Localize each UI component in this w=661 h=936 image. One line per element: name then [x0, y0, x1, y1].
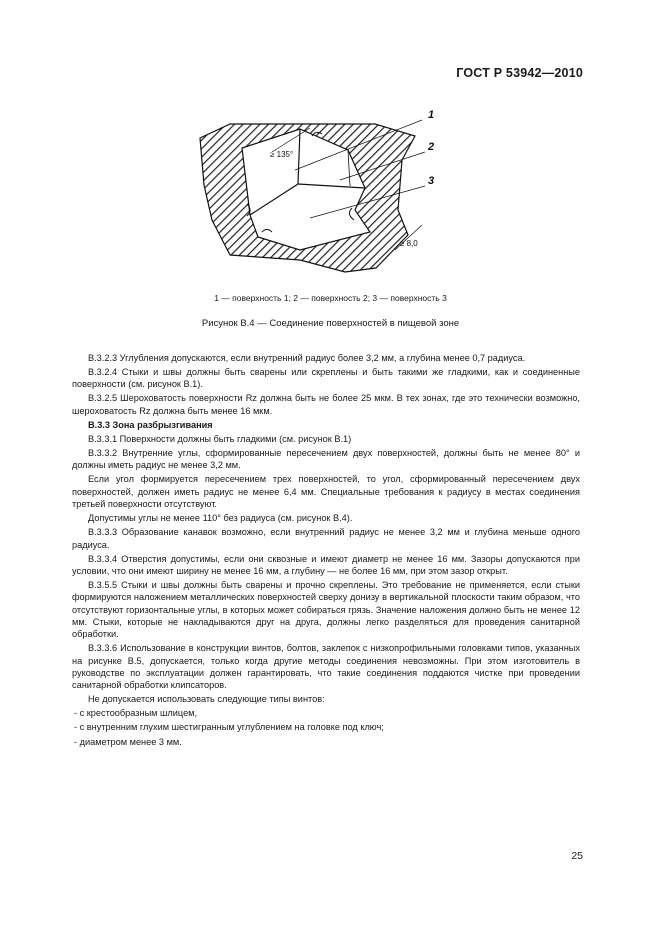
paragraph: Не допускается использовать следующие типы винтов:: [88, 694, 325, 705]
figure-legend: 1 — поверхность 1; 2 — поверхность 2; 3 — поверхность 3: [214, 293, 447, 303]
list-item: - диаметром менее 3 мм.: [74, 736, 182, 747]
radius-label: ≥ 8,0: [400, 239, 418, 248]
paragraph: В.3.3.4 Отверстия допустимы, если они сквозные и имеют диаметр не менее 16 мм. Зазоры допускаются при условии, что они имеют ширину не менее 16 мм, а глубину — не более 16 мм, при этом зазор открыт.: [72, 553, 580, 576]
body-text: [72, 352, 580, 750]
paragraph: В.3.3.1 Поверхности должны быть гладкими (см. рисунок В.1): [88, 433, 352, 444]
section-heading: В.3.3 Зона разбрызгивания: [88, 419, 213, 430]
paragraph: В.3.2.5 Шероховатость поверхности Rz должна быть не более 25 мкм. В тех зонах, где это технически возможно, шероховатость Rz должна быть менее 16 мкм.: [72, 393, 580, 416]
document-id: ГОСТ Р 53942—2010: [456, 66, 583, 80]
paragraph: В.3.2.4 Стыки и швы должны быть сварены или скреплены и быть такими же гладкими, как и соединенные поверхности (см. рисунок В.1).: [72, 367, 580, 390]
junction-drawing: [190, 100, 450, 280]
callout-3: 3: [428, 175, 435, 187]
screw-type-list: [72, 707, 580, 747]
figure-caption: Рисунок В.4 — Соединение поверхностей в пищевой зоне: [201, 318, 460, 329]
list-item: - с внутренним глухим шестигранным углублением на головке под ключ;: [74, 722, 384, 733]
callout-2: 2: [428, 141, 435, 153]
angle-label: ≥ 135°: [270, 150, 294, 159]
callout-1: 1: [428, 109, 435, 121]
paragraph: В.3.3.6 Использование в конструкции винтов, болтов, заклепок с низкопрофильными головками типов, указанных на рисунке В.5, допускается, только когда другие методы соединения невозможны. При этом изготовитель в руководстве по эксплуатации должен гарантировать, что такие соединения поддаются чистке при проведении санитарной обработки клипсаторов.: [72, 643, 580, 691]
paragraph: В.3.2.3 Углубления допускаются, если внутренний радиус более 3,2 мм, а глубина менее 0,7 радиуса.: [88, 353, 526, 363]
paragraph: В.3.3.2 Внутренние углы, сформированные пересечением двух поверхностей, должны быть не менее 80° и должны иметь радиус не менее 3,2 мм.: [72, 448, 580, 471]
paragraph: Если угол формируется пересечением трех поверхностей, то угол, сформированный пересечением двух поверхностей, должен иметь радиус не менее 6,4 мм. Специальные требования к радиусу в местах соединения третьей поверхности отсутствуют.: [72, 474, 580, 510]
paragraph: В.3.5.5 Стыки и швы должны быть сварены и прочно скреплены. Это требование не применяется, если стыки формируются наложением металлических поверхностей сверху донизу в вертикальной плоскости таким образом, что отсутствуют горизонтальные углы, в которых может собираться грязь. Значение наложения должно быть не менее 12 мм. Стыки, которые не накладываются друг на друга, должны легко разделяться для проведения санитарной обработки.: [72, 580, 580, 640]
paragraph: Допустимы углы не менее 110° без радиуса (см. рисунок В.4).: [88, 513, 353, 524]
page-number: 25: [571, 850, 583, 862]
paragraph: В.3.3.3 Образование канавок возможно, если внутренний радиус не менее 3,2 мм и глубина меньше одного радиуса.: [72, 527, 580, 550]
list-item: - с крестообразным шлицем,: [74, 708, 198, 719]
figure-surface-junction: [190, 100, 450, 280]
